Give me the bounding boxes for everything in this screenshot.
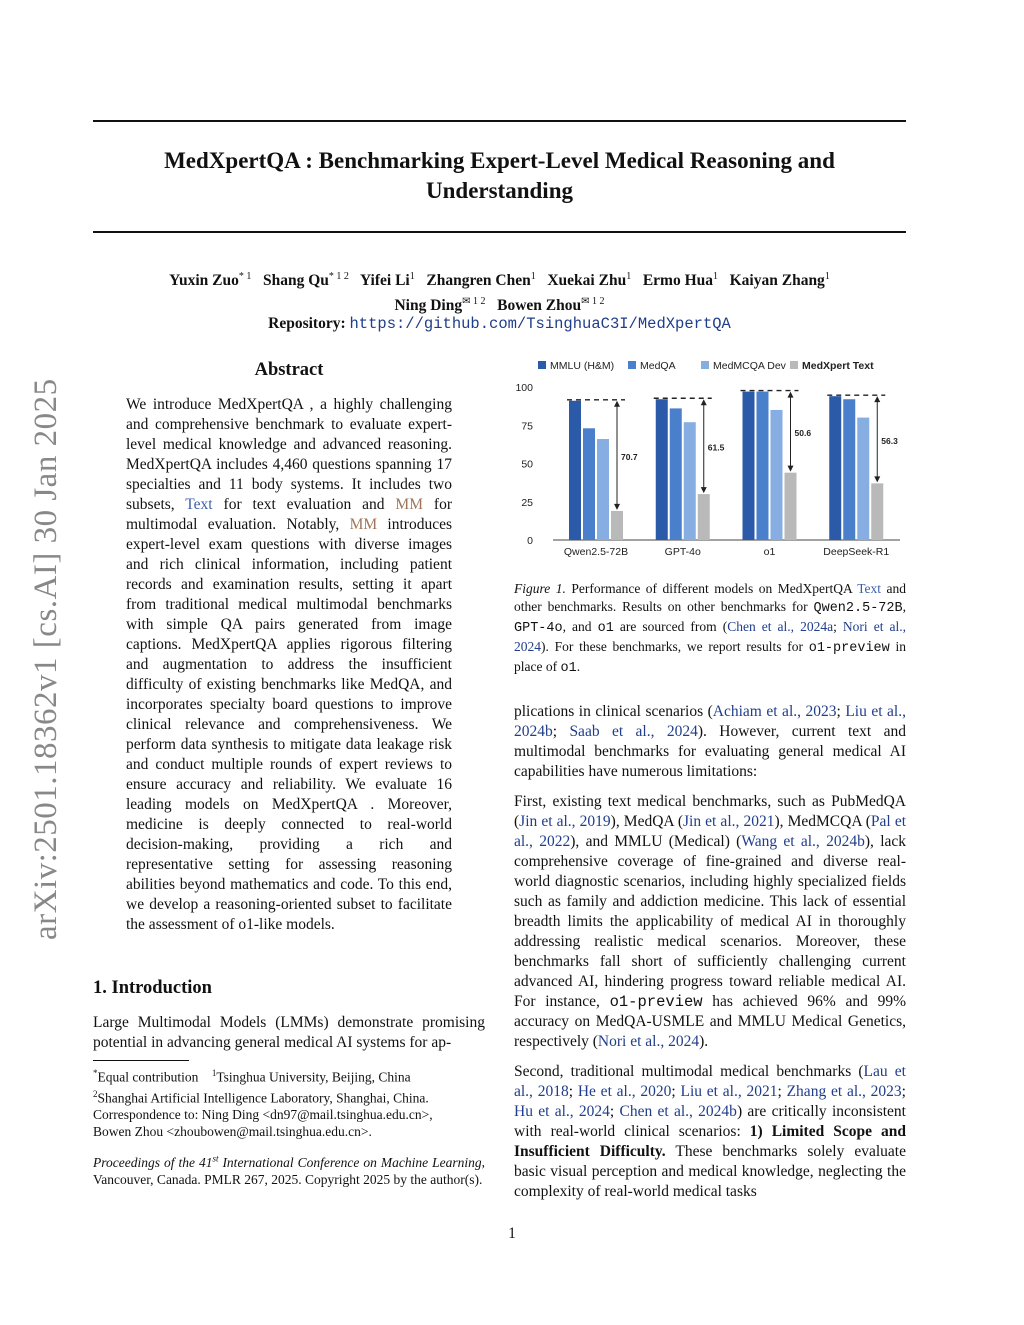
bar [771, 410, 783, 540]
author: Xuekai Zhu$^1$ [547, 271, 632, 290]
legend-swatch [790, 361, 798, 369]
citation-link[interactable]: Jin et al., 2021 [682, 813, 775, 830]
legend-label: MedMCQA Dev [713, 360, 786, 372]
footnote-rule [93, 1060, 189, 1061]
arxiv-watermark: arXiv:2501.18362v1 [cs.AI] 30 Jan 2025 [28, 378, 64, 940]
legend-swatch [628, 361, 636, 369]
paper-title: MedXpertQA : Benchmarking Expert-Level Medical Reasoning and Understanding [164, 148, 835, 203]
citation-link[interactable]: Wang et al., 2024b [741, 833, 865, 850]
mm-subset-link[interactable]: MM [349, 516, 378, 533]
body-paragraph-3: Second, traditional multimodal medical benchmarks (Lau et al., 2018; He et al., 2020; Liu et al., 2021; Zhang et al., 2023; Hu et al., 2024; Chen et al., 2024b) are critically inconsistent with real-world clinical scenarios: 1) Limited Scope and Insufficient Difficulty. These benchmarks solely evaluate basic visual perception and medical knowledge, neglecting the complexity of real-world medical tasks [514, 1063, 906, 1200]
citation-link[interactable]: Zhang et al., 2023 [786, 1083, 902, 1100]
citation-link[interactable]: Chen et al., 2024b [619, 1103, 737, 1120]
gap-label: 56.3 [881, 435, 898, 446]
mm-subset-link[interactable]: MM [395, 496, 423, 513]
author: Zhangren Chen$^1$ [426, 271, 536, 290]
bar [743, 392, 755, 540]
y-tick-label: 0 [527, 535, 533, 547]
citation-link[interactable]: Lau et al., 2018 [514, 1063, 906, 1100]
bar [698, 494, 710, 540]
figure-1-caption: Figure 1. Performance of different models on MedXpertQA Text and other benchmarks. Results on other benchmarks for Qwen2.5-72B, GPT-4o, and o1 are sourced from (Chen et al., 2024a; Nori et al., 2024). For these benchmarks, we report results for o1-preview in place of o1. [514, 581, 907, 676]
citation-link[interactable]: He et al., 2020 [577, 1083, 672, 1100]
text-subset-link[interactable]: Text [185, 496, 213, 513]
gap-arrow-head [614, 504, 620, 510]
author: Kaiyan Zhang$^1$ [729, 271, 830, 290]
author: Yuxin Zuo$^{* 1}$ [169, 271, 252, 290]
bar [684, 422, 696, 540]
chart-legend [538, 360, 874, 372]
gap-arrow-head [701, 487, 707, 493]
y-tick-label: 50 [521, 458, 533, 471]
citation-link[interactable]: Achiam et al., 2023 [712, 703, 837, 720]
body-paragraph-1: plications in clinical scenarios (Achiam et al., 2023; Liu et al., 2024b; Saab et al., 2024). However, current text and multimodal benchmarks for evaluating general medical AI capabilities have numerous limitations: [514, 703, 906, 780]
bar [871, 483, 883, 540]
repository-line [93, 315, 906, 333]
gap-label: 50.6 [794, 428, 812, 439]
abstract-body: We introduce MedXpertQA , a highly challenging and comprehensive benchmark to evaluate expert-level medical knowledge and advanced reasoning. MedXpertQA includes 4,460 questions spanning 17 specialties and 11 body systems. It includes two subsets, Text for text evaluation and MM for multimodal evaluation. Notably, MM introduces expert-level exam questions with diverse images and rich clinical information, including patient records and examination results, setting it apart from traditional medical multimodal benchmarks with simple QA pairs generated from image captions. MedXpertQA applies rigorous filtering and augmentation to address the insufficient difficulty of existing benchmarks like MedQA, and incorporates specialty board questions to improve clinical relevance and comprehensiveness. We perform data synthesis to mitigate data leakage risk and conduct multiple rounds of expert reviews to ensure accuracy and reliability. We evaluate 16 leading models on MedXpertQA . Moreover, medicine is deeply connected to real-world decision-making, providing a rich and representative setting for assessing reasoning abilities beyond mathematics and code. To this end, we develop a reasoning-oriented subset to facilitate the assessment of o1-like models. [126, 396, 452, 933]
x-tick-label: DeepSeek-R1 [823, 546, 890, 558]
citation-link[interactable]: Liu et al., 2021 [680, 1083, 778, 1100]
title-bottom-rule [93, 231, 906, 233]
author: Shang $Qu^{* 1 2}$ [262, 271, 349, 290]
footnote: *Equal contribution $^1$Tsinghua University, Beijing, China $^2$Shanghai Artificial Intelligence Laboratory, Shanghai, China. Correspondence to: Ning Ding <dn97@mail.tsinghua.edu.cn>, Bowen Zhou <zhoubowen@mail.tsinghua.edu.cn>. [93, 1068, 433, 1139]
figure-1-chart [508, 355, 908, 565]
bar [757, 392, 769, 540]
legend-swatch [538, 361, 546, 369]
y-tick-label: 25 [521, 496, 533, 509]
citation-link[interactable]: Liu et al., 2024b [514, 703, 906, 740]
bar [829, 396, 841, 540]
x-tick-label: Qwen2.5-72B [563, 546, 629, 558]
bar [611, 511, 623, 540]
gap-arrow-head [788, 392, 794, 398]
page-number: 1 [508, 1225, 516, 1242]
citation-link[interactable]: Saab et al., 2024 [569, 723, 698, 740]
x-tick-label: o1 [763, 546, 776, 558]
citation-link[interactable]: Hu et al., 2024 [514, 1103, 610, 1120]
bar [785, 473, 797, 540]
gap-arrow-head [614, 401, 620, 407]
intro-paragraph: Large Multimodal Models (LMMs) demonstrate promising potential in advancing general medical AI systems for ap- [93, 1014, 485, 1051]
author: Yifei Li$^1$ [359, 271, 415, 290]
repository-label: Repository: [268, 315, 346, 332]
chart-bars [569, 392, 883, 540]
author-line-2 [93, 291, 906, 316]
citation-link[interactable]: Nori et al., 2024 [514, 619, 907, 654]
title-top-rule [93, 120, 906, 122]
gap-arrow-head [788, 466, 794, 472]
bar [670, 408, 682, 540]
gap-arrow-head [874, 396, 880, 402]
legend-label: MedXpert Text [802, 360, 874, 372]
legend-label: MedQA [640, 360, 676, 372]
gap-arrow-head [701, 399, 707, 405]
body-paragraph-2: First, existing text medical benchmarks, such as PubMedQA (Jin et al., 2019), MedQA (Jin et al., 2021), MedMCQA (Pal et al., 2022), and MMLU (Medical) (Wang et al., 2024b), lack comprehensive coverage of fine-grained and diverse real-world diagnostic scenarios, including highly specialized fields such as family and addiction medicine. This lack of essential breadth limits the applicability of medical AI in thoroughly addressing realistic medical scenarios. Moreover, these benchmarks fall short of sufficiently challenging current advanced AI, hindering progress toward reliable medical AI. For instance, o1-preview has achieved 96% and 99% accuracy on MedQA-USMLE and MMLU Medical Genetics, respectively (Nori et al., 2024). [514, 793, 907, 1050]
bar [597, 439, 609, 540]
section-heading-introduction: 1. Introduction [93, 978, 212, 998]
proceedings-note: Proceedings of the 41st International Conference on Machine Learning, Vancouver, Canada. PMLR 267, 2025. Copyright 2025 by the author(s). [93, 1153, 485, 1187]
bar [857, 418, 869, 540]
citation-link[interactable]: Pal et al., 2022 [514, 813, 907, 850]
gap-label: 70.7 [621, 451, 638, 462]
author: Bowen Zhou$^{✉ 1 2}$ [497, 296, 605, 315]
author: Ermo Hua$^1$ [642, 271, 718, 290]
y-tick-label: 75 [521, 420, 533, 433]
citation-link[interactable]: Chen et al., 2024a [727, 619, 834, 634]
bar [569, 401, 581, 540]
author: Ning Ding$^{✉ 1 2}$ [394, 296, 486, 315]
legend-swatch [701, 361, 709, 369]
legend-label: MMLU (H&M) [550, 360, 615, 372]
author-line-1 [93, 266, 906, 291]
bar [843, 399, 855, 540]
author-list [93, 266, 906, 316]
repository-link[interactable]: https://github.com/TsinghuaC3I/MedXpertQA [349, 315, 731, 333]
y-tick-label: 100 [515, 382, 533, 394]
abstract-heading: Abstract [254, 360, 324, 380]
bar [656, 399, 668, 540]
gap-label: 61.5 [707, 442, 725, 453]
citation-link[interactable]: Jin et al., 2019 [519, 813, 611, 830]
x-tick-label: GPT-4o [664, 546, 701, 558]
gap-arrow-head [874, 476, 880, 482]
bar [583, 428, 595, 540]
citation-link[interactable]: Nori et al., 2024 [597, 1033, 700, 1050]
